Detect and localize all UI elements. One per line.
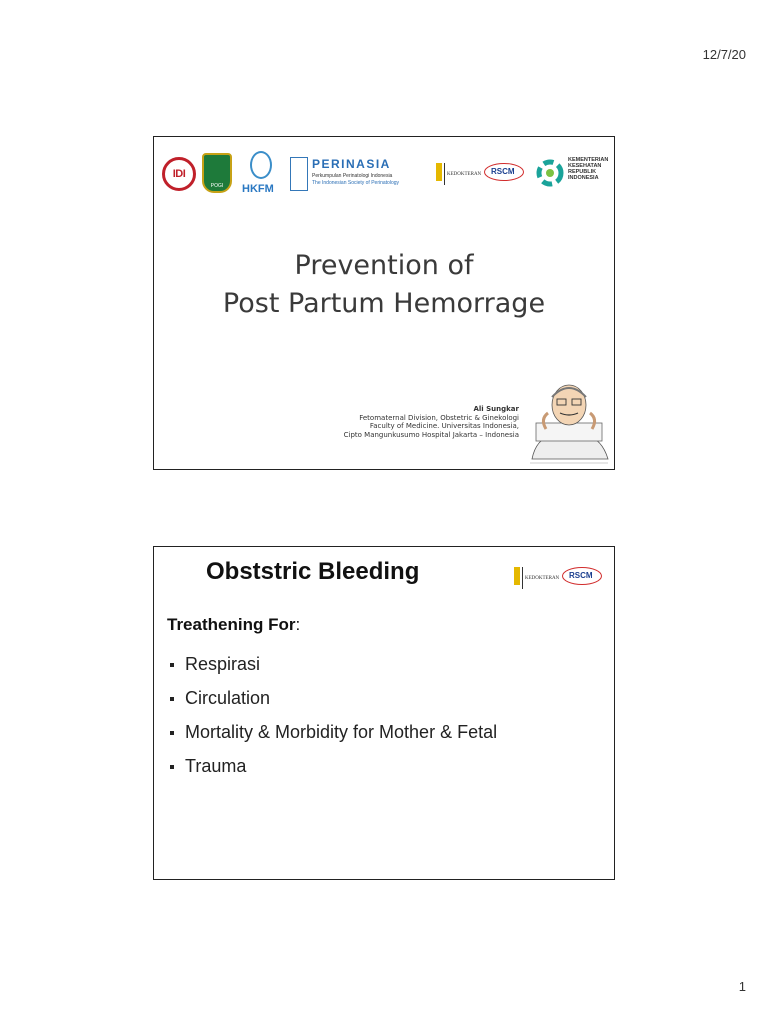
slide-2-logo-row	[514, 561, 606, 591]
kemenkes-line: REPUBLIK	[568, 169, 597, 175]
ui-medicine-logo	[514, 563, 560, 593]
affiliation-line: Fetomaternal Division, Obstetric & Ginekologi	[359, 413, 519, 422]
bullet-item: Trauma	[167, 749, 497, 783]
ui-medicine-logo	[436, 159, 482, 189]
author-block	[344, 405, 519, 439]
slide-2	[153, 546, 615, 880]
ui-logo-text: KEDOKTERAN	[525, 576, 560, 581]
ui-logo-text: KEDOKTERAN	[447, 172, 482, 177]
bullet-item: Respirasi	[167, 647, 497, 681]
rscm-logo	[484, 159, 528, 187]
hkfm-emblem-icon	[250, 151, 272, 179]
pogi-logo-text: POGI	[210, 183, 224, 189]
perinasia-subtitle: Perkumpulan Perinatologi Indonesia	[312, 173, 393, 179]
affiliation-line: Faculty of Medicine. Universitas Indonesia,	[369, 422, 519, 430]
slide-1-title	[154, 247, 614, 323]
author-caricature-image	[526, 379, 612, 467]
kemenkes-logo	[534, 153, 614, 197]
title-line-1: Prevention of	[294, 250, 474, 281]
kemenkes-logo-text	[568, 157, 608, 181]
threat-bullet-list	[167, 647, 497, 783]
page-number: 1	[738, 979, 746, 994]
rscm-logo-text: RSCM	[491, 167, 515, 176]
author-name: Ali Sungkar	[473, 405, 519, 413]
slide-2-title: Obststric Bleeding	[206, 558, 420, 585]
logo-divider	[444, 163, 445, 185]
hkfm-logo-text: HKFM	[242, 183, 274, 195]
bullet-item: Mortality & Morbidity for Mother & Fetal	[167, 715, 497, 749]
hkfm-logo	[242, 151, 284, 199]
kemenkes-emblem-icon	[534, 157, 566, 189]
bullet-item: Circulation	[167, 681, 497, 715]
threat-heading	[167, 615, 300, 635]
rscm-logo	[562, 563, 606, 591]
kemenkes-line: INDONESIA	[568, 175, 599, 181]
perinasia-subtitle-en: The Indonesian Society of Perinatology	[312, 180, 399, 186]
ui-emblem-icon	[514, 567, 520, 585]
title-line-2: Post Partum Hemorrage	[222, 288, 546, 319]
perinasia-logo	[290, 157, 430, 191]
rscm-logo-text: RSCM	[569, 571, 593, 580]
threat-label: Treathening For	[167, 615, 296, 634]
slide-1	[153, 136, 615, 470]
kemenkes-line: KEMENTERIAN	[568, 157, 609, 163]
perinasia-emblem-icon	[290, 157, 308, 191]
kemenkes-line: KESEHATAN	[568, 163, 602, 169]
ui-emblem-icon	[436, 163, 442, 181]
pogi-logo	[202, 153, 232, 193]
logo-row	[162, 151, 609, 199]
handout-date: 12/7/20	[702, 47, 746, 62]
affiliation-line: Cipto Mangunkusumo Hospital Jakarta – Indonesia	[343, 430, 519, 439]
idi-logo	[162, 157, 196, 191]
idi-logo-text: IDI	[172, 168, 186, 180]
perinasia-name: PERINASIA	[312, 157, 391, 171]
logo-divider	[522, 567, 523, 589]
threat-colon: :	[295, 615, 301, 634]
